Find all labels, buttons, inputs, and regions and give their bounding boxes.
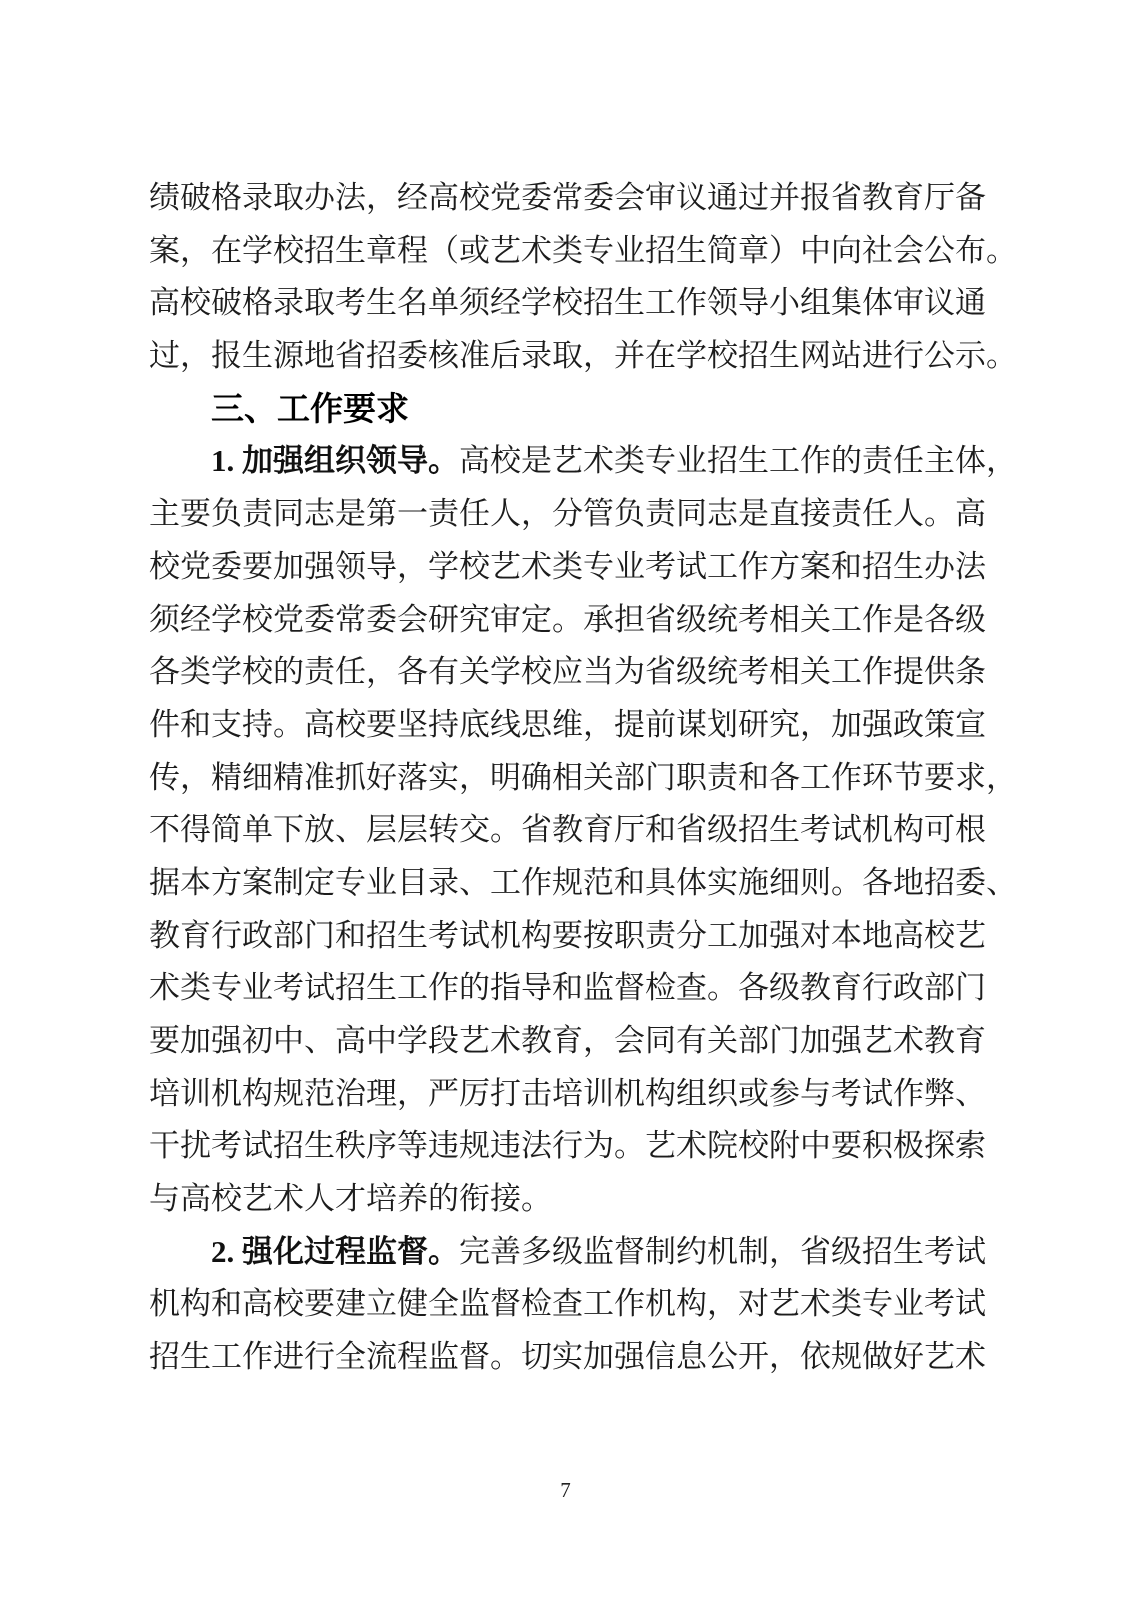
line-text: 教育行政部门和招生考试机构要按职责分工加强对本地高校艺 [149, 917, 986, 953]
line-text: 与高校艺术人才培养的衔接。 [149, 1181, 552, 1217]
text-line [149, 1173, 987, 1226]
text-line [149, 962, 987, 1015]
paragraph-lead: 2. 强化过程监督。 [211, 1233, 459, 1269]
line-text: 高校破格录取考生名单须经学校招生工作领导小组集体审议通 [149, 285, 986, 321]
text-line [149, 752, 1017, 805]
line-text: 要加强初中、高中学段艺术教育，会同有关部门加强艺术教育 [149, 1023, 986, 1058]
line-text: 完善多级监督制约机制，省级招生考试 [459, 1233, 986, 1269]
line-text: 主要负责同志是第一责任人，分管负责同志是直接责任人。高 [149, 496, 986, 532]
line-text: 校党委要加强领导，学校艺术类专业考试工作方案和招生办法 [149, 548, 986, 584]
line-text: 不得简单下放、层层转交。省教育厅和省级招生考试机构可根 [149, 812, 986, 848]
line-text: 培训机构规范治理，严厉打击培训机构组织或参与考试作弊、 [149, 1075, 986, 1111]
text-line [149, 172, 987, 225]
line-text: 过，报生源地省招委核准后录取，并在学校招生网站进行公示。 [149, 338, 1017, 374]
text-line [149, 1015, 987, 1068]
section-heading [149, 383, 987, 436]
text-line [149, 1331, 987, 1384]
text-line [149, 699, 987, 752]
text-line [149, 488, 987, 541]
text-line [149, 910, 987, 963]
line-text: 绩破格录取办法，经高校党委常委会审议通过并报省教育厅备 [149, 180, 986, 215]
line-text: 件和支持。高校要坚持底线思维，提前谋划研究，加强政策宣 [149, 706, 986, 742]
line-text: 据本方案制定专业目录、工作规范和具体实施细则。各地招委、 [149, 864, 1017, 900]
line-text: 各类学校的责任，各有关学校应当为省级统考相关工作提供条 [149, 654, 986, 690]
text-line [149, 594, 987, 647]
text-line [149, 225, 1017, 278]
document-text-block [149, 172, 1017, 1384]
line-text: 招生工作进行全流程监督。切实加强信息公开，依规做好艺术 [149, 1339, 986, 1375]
text-line [149, 330, 1017, 383]
text-line [149, 646, 987, 699]
line-text: 案，在学校招生章程（或艺术类专业招生简章）中向社会公布。 [149, 232, 1017, 268]
paragraph-lead: 1. 加强组织领导。 [211, 443, 459, 479]
text-line [149, 1278, 987, 1331]
text-line [149, 435, 1017, 488]
line-text: 须经学校党委常委会研究审定。承担省级统考相关工作是各级 [149, 601, 986, 637]
line-text: 三、工作要求 [211, 389, 409, 427]
line-text: 高校是艺术类专业招生工作的责任主体， [459, 443, 1017, 479]
line-text: 机构和高校要建立健全监督检查工作机构，对艺术类专业考试 [149, 1286, 986, 1322]
text-line [149, 1068, 987, 1121]
text-line [149, 541, 987, 594]
line-text: 传，精细精准抓好落实，明确相关部门职责和各工作环节要求， [149, 759, 1017, 795]
text-line [149, 857, 1017, 910]
page-number: 7 [560, 1478, 571, 1502]
line-text: 干扰考试招生秩序等违规违法行为。艺术院校附中要积极探索 [149, 1128, 986, 1164]
text-line [149, 277, 987, 330]
line-text: 术类专业考试招生工作的指导和监督检查。各级教育行政部门 [149, 970, 986, 1006]
text-line [149, 1226, 987, 1279]
text-line [149, 804, 987, 857]
text-line [149, 1120, 987, 1173]
